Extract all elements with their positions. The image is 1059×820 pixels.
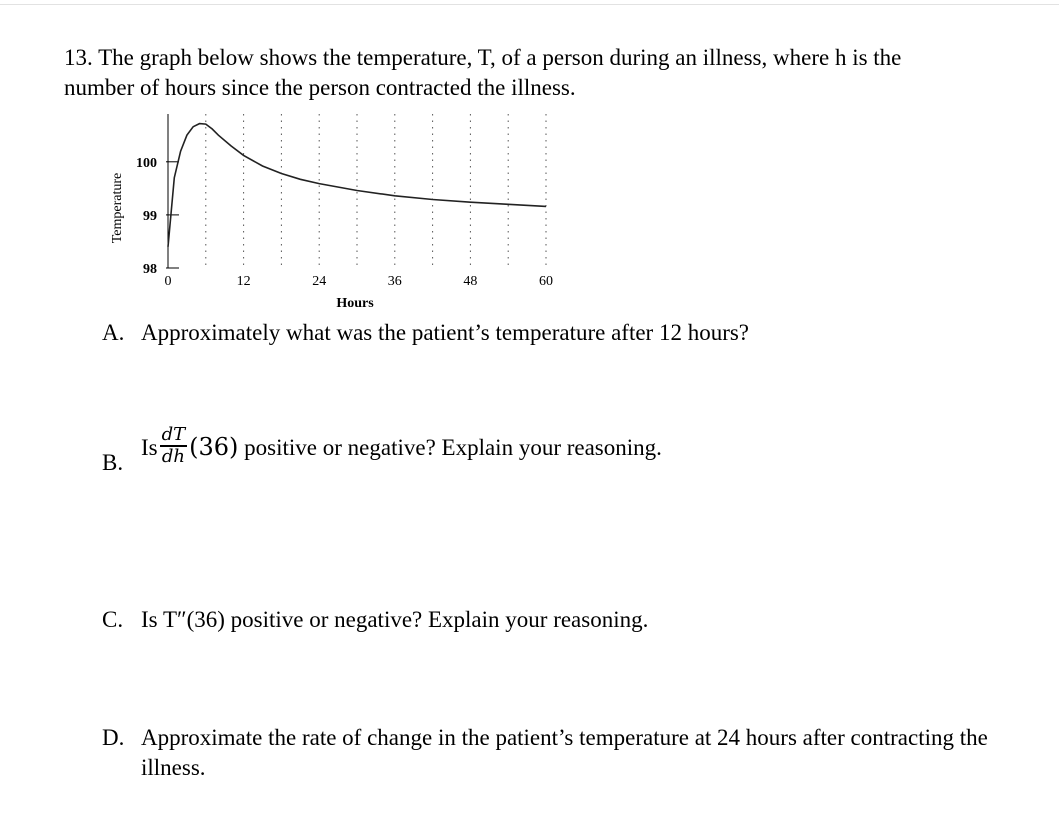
- question-line-2: number of hours since the person contracted the illness.: [64, 75, 576, 100]
- x-tick-label: 24: [312, 274, 327, 289]
- chart-grid: [206, 114, 546, 268]
- derivative-fraction: [160, 425, 188, 467]
- part-b-label: B.: [102, 450, 124, 475]
- question-line-1: 13. The graph below shows the temperature, T, of a person during an illness, where h is the: [64, 45, 902, 70]
- part-d-label: D.: [102, 725, 125, 750]
- x-ticks: [165, 274, 554, 289]
- temperature-chart: [100, 100, 580, 315]
- x-tick-label: 60: [539, 274, 553, 289]
- question-text: [64, 43, 1024, 103]
- part-b-text: [141, 423, 662, 467]
- temperature-curve: [168, 124, 546, 247]
- x-tick-label: 0: [164, 274, 172, 289]
- y-ticks: [136, 156, 179, 277]
- part-b-suffix: positive or negative? Explain your reasoning.: [244, 435, 662, 460]
- y-axis-label: Temperature: [110, 172, 125, 244]
- part-b-prefix: Is: [141, 435, 158, 460]
- x-tick-label: 48: [463, 274, 478, 289]
- part-c-text: Is T″(36) positive or negative? Explain your reasoning.: [141, 607, 649, 632]
- x-tick-label: 12: [236, 274, 251, 289]
- x-axis-label: Hours: [336, 296, 374, 311]
- part-a-label: A.: [102, 320, 125, 345]
- part-b-argument: (36): [189, 433, 239, 461]
- top-divider: [0, 4, 1059, 5]
- fraction-numerator: dT: [161, 423, 186, 445]
- part-c-label: C.: [102, 607, 124, 632]
- fraction-denominator: dh: [161, 445, 185, 467]
- y-tick-label: 100: [136, 155, 157, 171]
- part-a-text: Approximately what was the patient’s temperature after 12 hours?: [141, 320, 750, 345]
- y-tick-label: 98: [143, 262, 157, 277]
- x-tick-label: 36: [387, 274, 402, 289]
- y-tick-label: 99: [143, 208, 157, 224]
- part-d-text: Approximate the rate of change in the patient’s temperature at 24 hours after contracting the illness.: [141, 725, 988, 780]
